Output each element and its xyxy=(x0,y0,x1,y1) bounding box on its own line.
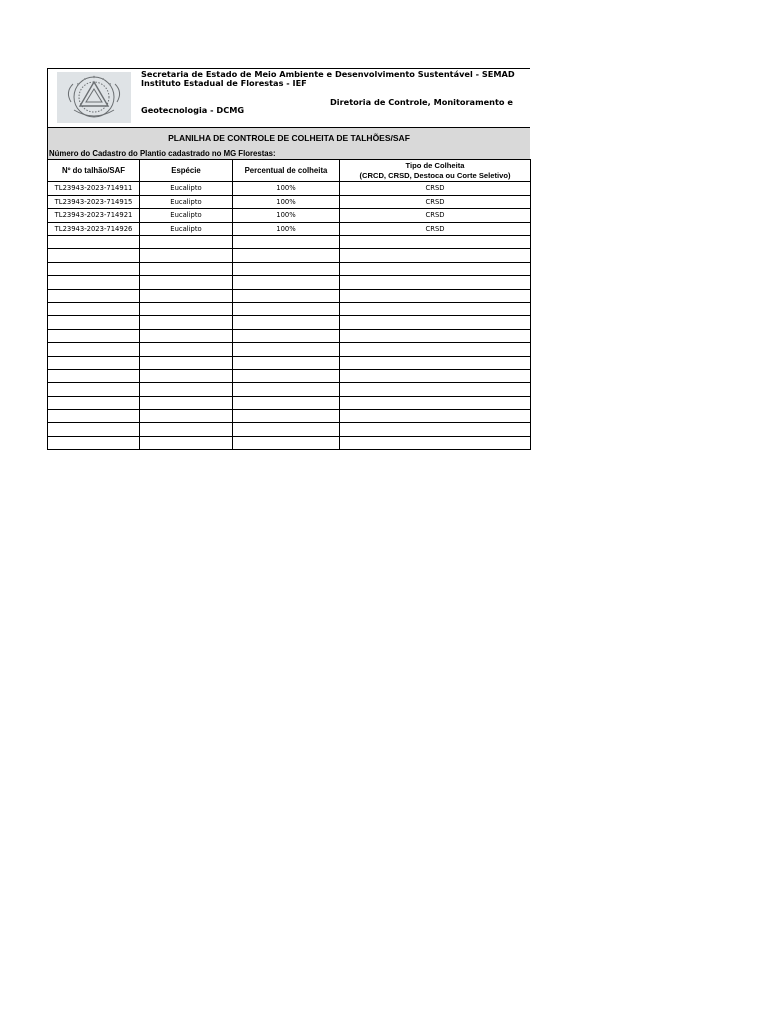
empty-cell-talhao xyxy=(48,249,140,262)
empty-cell-percentual xyxy=(233,249,340,262)
empty-table-row xyxy=(48,369,531,382)
empty-cell-tipo xyxy=(340,396,531,409)
empty-cell-tipo xyxy=(340,262,531,275)
cell-especie: Eucalipto xyxy=(140,182,233,196)
harvest-table xyxy=(47,159,531,450)
empty-cell-percentual xyxy=(233,410,340,423)
table-header-row xyxy=(48,160,531,182)
empty-cell-talhao xyxy=(48,369,140,382)
empty-cell-talhao xyxy=(48,436,140,449)
org-line-diretoria: Diretoria de Controle, Monitoramento e xyxy=(330,97,513,107)
column-header-talhao: Nº do talhão/SAF xyxy=(48,160,140,182)
empty-cell-tipo xyxy=(340,236,531,249)
empty-cell-talhao xyxy=(48,396,140,409)
empty-cell-tipo xyxy=(340,249,531,262)
empty-cell-percentual xyxy=(233,423,340,436)
empty-cell-especie xyxy=(140,343,233,356)
column-header-tipo-line2: (CRCD, CRSD, Destoca ou Corte Seletivo) xyxy=(359,170,511,180)
empty-table-row xyxy=(48,423,531,436)
empty-cell-talhao xyxy=(48,276,140,289)
cell-percentual: 100% xyxy=(233,182,340,196)
empty-table-row xyxy=(48,316,531,329)
empty-table-row xyxy=(48,343,531,356)
empty-cell-talhao xyxy=(48,356,140,369)
empty-cell-tipo xyxy=(340,343,531,356)
empty-table-row xyxy=(48,383,531,396)
column-header-tipo-line1: Tipo de Colheita xyxy=(405,160,465,170)
empty-cell-especie xyxy=(140,289,233,302)
empty-cell-especie xyxy=(140,369,233,382)
empty-cell-talhao xyxy=(48,329,140,342)
empty-cell-talhao xyxy=(48,262,140,275)
empty-cell-tipo xyxy=(340,423,531,436)
empty-cell-percentual xyxy=(233,276,340,289)
cell-talhao: TL23943-2023-714911 xyxy=(48,182,140,196)
table-row xyxy=(48,195,531,209)
column-header-tipo xyxy=(340,160,531,182)
empty-table-row xyxy=(48,329,531,342)
cell-especie: Eucalipto xyxy=(140,222,233,236)
cell-tipo: CRSD xyxy=(340,209,531,223)
empty-cell-especie xyxy=(140,396,233,409)
table-row xyxy=(48,222,531,236)
empty-cell-especie xyxy=(140,410,233,423)
empty-cell-especie xyxy=(140,383,233,396)
cell-especie: Eucalipto xyxy=(140,209,233,223)
sheet-title: PLANILHA DE CONTROLE DE COLHEITA DE TALHÕES/SAF xyxy=(168,132,410,143)
empty-cell-talhao xyxy=(48,302,140,315)
empty-cell-talhao xyxy=(48,410,140,423)
empty-cell-talhao xyxy=(48,423,140,436)
cell-tipo: CRSD xyxy=(340,222,531,236)
empty-cell-percentual xyxy=(233,289,340,302)
empty-cell-percentual xyxy=(233,262,340,275)
empty-cell-especie xyxy=(140,423,233,436)
empty-cell-percentual xyxy=(233,316,340,329)
empty-cell-percentual xyxy=(233,302,340,315)
empty-cell-percentual xyxy=(233,236,340,249)
title-band xyxy=(47,127,530,159)
empty-cell-talhao xyxy=(48,316,140,329)
table-row xyxy=(48,182,531,196)
empty-cell-especie xyxy=(140,249,233,262)
empty-cell-especie xyxy=(140,436,233,449)
cadastro-label: Número do Cadastro do Plantio cadastrado no MG Florestas: xyxy=(49,148,276,158)
empty-table-row xyxy=(48,289,531,302)
empty-cell-tipo xyxy=(340,436,531,449)
empty-cell-especie xyxy=(140,276,233,289)
empty-table-row xyxy=(48,236,531,249)
cell-tipo: CRSD xyxy=(340,195,531,209)
column-header-percentual: Percentual de colheita xyxy=(233,160,340,182)
column-header-especie: Espécie xyxy=(140,160,233,182)
empty-cell-percentual xyxy=(233,343,340,356)
cell-especie: Eucalipto xyxy=(140,195,233,209)
empty-cell-talhao xyxy=(48,289,140,302)
empty-cell-tipo xyxy=(340,276,531,289)
org-line-semad: Secretaria de Estado de Meio Ambiente e Desenvolvimento Sustentável - SEMAD xyxy=(141,69,515,79)
cell-percentual: 100% xyxy=(233,209,340,223)
empty-cell-talhao xyxy=(48,236,140,249)
empty-cell-talhao xyxy=(48,343,140,356)
empty-table-row xyxy=(48,302,531,315)
empty-cell-tipo xyxy=(340,316,531,329)
sheet-header xyxy=(47,68,530,127)
empty-cell-especie xyxy=(140,316,233,329)
org-line-ief: Instituto Estadual de Florestas - IEF xyxy=(141,78,307,88)
org-line-dcmg: Geotecnologia - DCMG xyxy=(141,105,245,115)
empty-cell-tipo xyxy=(340,329,531,342)
empty-table-row xyxy=(48,436,531,449)
empty-cell-tipo xyxy=(340,356,531,369)
empty-table-row xyxy=(48,410,531,423)
empty-cell-percentual xyxy=(233,396,340,409)
cell-percentual: 100% xyxy=(233,222,340,236)
table-row xyxy=(48,209,531,223)
empty-cell-especie xyxy=(140,302,233,315)
empty-cell-tipo xyxy=(340,410,531,423)
empty-cell-especie xyxy=(140,262,233,275)
empty-cell-especie xyxy=(140,236,233,249)
empty-cell-tipo xyxy=(340,369,531,382)
empty-table-row xyxy=(48,262,531,275)
empty-cell-percentual xyxy=(233,436,340,449)
empty-cell-tipo xyxy=(340,302,531,315)
empty-table-row xyxy=(48,249,531,262)
empty-cell-talhao xyxy=(48,383,140,396)
empty-table-row xyxy=(48,356,531,369)
cell-tipo: CRSD xyxy=(340,182,531,196)
empty-cell-especie xyxy=(140,329,233,342)
harvest-control-sheet xyxy=(47,68,530,450)
cell-talhao: TL23943-2023-714915 xyxy=(48,195,140,209)
empty-cell-tipo xyxy=(340,383,531,396)
empty-table-row xyxy=(48,276,531,289)
empty-cell-percentual xyxy=(233,329,340,342)
minas-gerais-coat-of-arms-icon xyxy=(57,72,131,123)
cell-percentual: 100% xyxy=(233,195,340,209)
empty-cell-tipo xyxy=(340,289,531,302)
empty-table-row xyxy=(48,396,531,409)
cell-talhao: TL23943-2023-714921 xyxy=(48,209,140,223)
empty-cell-percentual xyxy=(233,356,340,369)
empty-cell-percentual xyxy=(233,383,340,396)
cell-talhao: TL23943-2023-714926 xyxy=(48,222,140,236)
empty-cell-especie xyxy=(140,356,233,369)
empty-cell-percentual xyxy=(233,369,340,382)
